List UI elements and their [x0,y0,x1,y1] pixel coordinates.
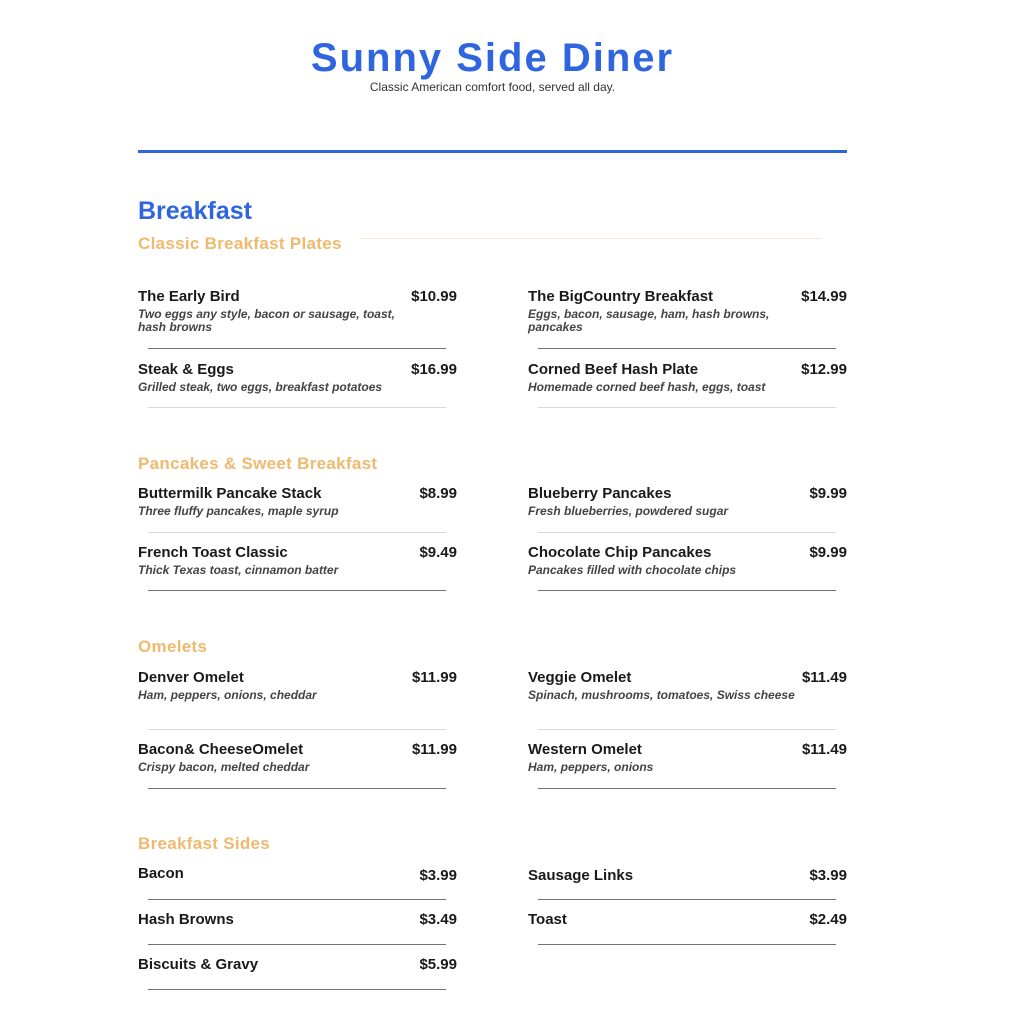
item-divider [538,348,836,349]
restaurant-tagline: Classic American comfort food, served all day. [369,80,616,94]
header-divider [138,150,847,153]
item-divider [538,788,836,789]
menu-item [138,485,457,518]
section-title-breakfast: Breakfast [138,197,252,225]
item-divider [538,944,836,945]
menu-item-price: $11.99 [411,669,457,686]
menu-item [528,669,847,702]
item-divider [148,407,446,408]
item-divider [538,407,836,408]
menu-item-description: Ham, peppers, onions, cheddar [138,688,317,702]
menu-item [528,544,847,577]
menu-item-name: Steak & Eggs [138,361,234,378]
menu-item-price: $9.99 [809,544,847,561]
menu-item-name: Bacon [138,865,184,882]
menu-item-description: Three fluffy pancakes, maple syrup [138,504,339,518]
item-divider [148,788,446,789]
menu-item-price: $10.99 [411,288,457,305]
category-title-classic-plates: Classic Breakfast Plates [138,234,342,253]
category-title-pancakes: Pancakes & Sweet Breakfast [138,454,378,473]
menu-item-name: Bacon& CheeseOmelet [138,741,304,758]
menu-item-description: Homemade corned beef hash, eggs, toast [528,380,766,394]
menu-item [528,911,847,929]
menu-item [138,865,457,883]
menu-item-name: Biscuits & Gravy [138,956,259,973]
item-divider [148,729,446,730]
menu-item-description: Pancakes filled with chocolate chips [528,563,737,577]
menu-item-description: Crispy bacon, melted cheddar [138,760,310,774]
menu-item-name: Veggie Omelet [528,669,632,686]
category-title-sides: Breakfast Sides [138,834,271,853]
item-divider [148,989,446,990]
category-title-omelets: Omelets [138,637,208,656]
menu-item-price: $3.99 [809,867,847,884]
menu-item-price: $3.49 [419,911,457,928]
item-divider [148,590,446,591]
item-divider [148,899,446,900]
restaurant-name: Sunny Side Diner [310,36,675,80]
menu-item-name: Sausage Links [528,867,634,884]
menu-item [138,544,457,577]
item-divider [538,899,836,900]
item-divider [148,944,446,945]
menu-item-name: The Early Bird [138,288,240,305]
menu-item [528,288,847,334]
menu-item [528,741,847,774]
menu-item-name: Western Omelet [528,741,642,758]
menu-item-description: Eggs, bacon, sausage, ham, hash browns, pancakes [528,307,770,334]
menu-item [138,956,457,974]
menu-item-name: Blueberry Pancakes [528,485,672,502]
menu-item-price: $3.99 [419,867,457,884]
menu-item-name: Chocolate Chip Pancakes [528,544,712,561]
menu-item [528,485,847,518]
menu-item-name: French Toast Classic [138,544,288,561]
menu-item-description: Fresh blueberries, powdered sugar [528,504,729,518]
menu-item-price: $9.99 [809,485,847,502]
menu-item-price: $2.49 [809,911,847,928]
item-divider [538,590,836,591]
menu-item-name: Toast [528,911,567,928]
menu-item [138,669,457,702]
item-divider [538,729,836,730]
menu-item-price: $16.99 [411,361,457,378]
menu-item-price: $11.99 [411,741,457,758]
menu-item-name: Hash Browns [138,911,234,928]
item-divider [148,532,446,533]
menu-item-name: Denver Omelet [138,669,244,686]
category-rule [360,238,822,239]
menu-item-price: $12.99 [801,361,847,378]
item-divider [538,532,836,533]
menu-item-description: Grilled steak, two eggs, breakfast potatoes [138,380,383,394]
menu-item-name: Buttermilk Pancake Stack [138,485,322,502]
menu-item [138,911,457,929]
menu-item [528,867,847,885]
menu-item-description: Ham, peppers, onions [528,760,654,774]
menu-item-price: $14.99 [801,288,847,305]
menu-item-price: $5.99 [419,956,457,973]
menu-item-price: $9.49 [419,544,457,561]
menu-item-price: $8.99 [419,485,457,502]
item-divider [148,348,446,349]
menu-item-description: Spinach, mushrooms, tomatoes, Swiss cheese [528,688,795,702]
menu-item-price: $11.49 [801,741,847,758]
menu-item-price: $11.49 [801,669,847,686]
menu-item [528,361,847,394]
menu-item-description: Two eggs any style, bacon or sausage, toast, hash browns [138,307,395,334]
menu-item-description: Thick Texas toast, cinnamon batter [138,563,339,577]
menu-item-name: Corned Beef Hash Plate [528,361,699,378]
menu-item [138,741,457,774]
menu-item [138,361,457,394]
menu-item-name: The BigCountry Breakfast [528,288,714,305]
menu-item [138,288,457,334]
